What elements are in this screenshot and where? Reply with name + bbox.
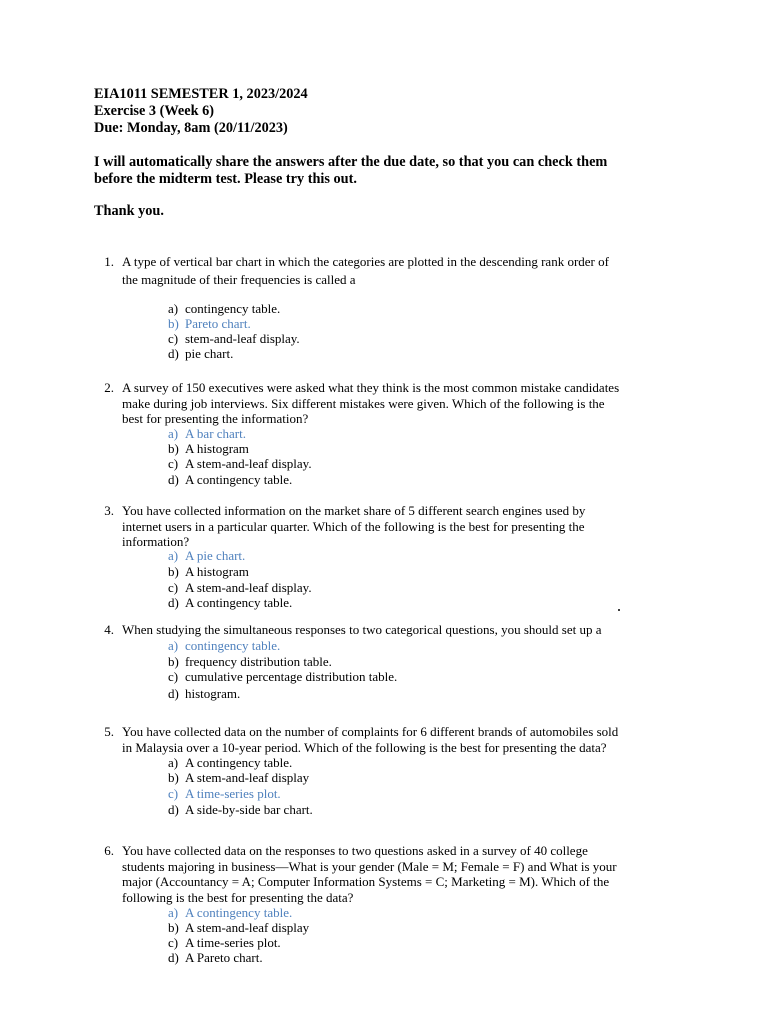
q3-option-c[interactable]	[168, 580, 312, 595]
option-letter: b)	[168, 770, 179, 785]
question-number: 6.	[104, 843, 114, 858]
question-text: A type of vertical bar chart in which the categories are plotted in the descending rank order of the magnitude of their frequencies is called a	[122, 254, 609, 287]
option-text: A pie chart.	[185, 548, 246, 563]
option-text: contingency table.	[185, 638, 281, 653]
notice-line-1: I will automatically share the answers after the due date, so that you can check them	[94, 154, 608, 170]
question-number: 4.	[104, 622, 114, 637]
notice-line-2: before the midterm test. Please try this out.	[94, 171, 357, 187]
q3-option-b[interactable]	[168, 564, 249, 579]
option-letter: b)	[168, 654, 179, 669]
option-letter: d)	[168, 686, 179, 701]
q3-option-d[interactable]	[168, 595, 292, 610]
stray-dot	[618, 609, 620, 611]
q4-option-c[interactable]	[168, 669, 397, 684]
question-text: When studying the simultaneous responses to two categorical questions, you should set up a	[122, 622, 602, 637]
q1-option-d[interactable]	[168, 346, 233, 361]
option-text: A Pareto chart.	[185, 950, 263, 965]
q5-option-c-correct[interactable]	[168, 786, 281, 801]
option-text: cumulative percentage distribution table.	[185, 669, 398, 684]
option-text: A contingency table.	[185, 755, 293, 770]
q4-option-b[interactable]	[168, 654, 332, 669]
q5-option-b[interactable]	[168, 770, 309, 785]
q2-option-a-correct[interactable]	[168, 426, 246, 441]
option-letter: c)	[168, 580, 179, 595]
q6-option-a-correct[interactable]	[168, 905, 292, 920]
option-letter: d)	[168, 802, 179, 817]
option-letter: a)	[168, 905, 179, 920]
course-title: EIA1011 SEMESTER 1, 2023/2024	[94, 86, 308, 102]
option-text: A time-series plot.	[185, 786, 281, 801]
question-number: 3.	[104, 503, 114, 518]
option-letter: b)	[168, 920, 179, 935]
exercise-title: Exercise 3 (Week 6)	[94, 103, 215, 119]
option-text: A stem-and-leaf display	[185, 770, 310, 785]
q2-option-b[interactable]	[168, 441, 249, 456]
q5-option-d[interactable]	[168, 802, 313, 817]
option-text: A contingency table.	[185, 905, 293, 920]
q3-option-a-correct[interactable]	[168, 548, 245, 563]
question-number: 1.	[104, 254, 114, 269]
option-text: A histogram	[185, 564, 249, 579]
option-text: histogram.	[185, 686, 241, 701]
q4-option-d[interactable]	[168, 686, 240, 701]
option-text: A bar chart.	[185, 426, 247, 441]
due-date: Due: Monday, 8am (20/11/2023)	[94, 120, 288, 136]
question-number: 2.	[104, 380, 114, 395]
q1-option-b-correct[interactable]	[168, 316, 251, 331]
question-text: You have collected data on the number of complaints for 6 different brands of automobiles sold in Malaysia over a 10-year period. Which of the following is the best for presenting the data?	[122, 724, 619, 755]
option-letter: b)	[168, 441, 179, 456]
option-letter: c)	[168, 456, 179, 471]
q6-option-c[interactable]	[168, 935, 281, 950]
q5-option-a[interactable]	[168, 755, 292, 770]
option-letter: b)	[168, 564, 179, 579]
option-letter: a)	[168, 755, 179, 770]
option-text: A contingency table.	[185, 595, 293, 610]
q6-option-d[interactable]	[168, 950, 263, 965]
question-number: 5.	[104, 724, 114, 739]
q6-option-b[interactable]	[168, 920, 309, 935]
q4-option-a-correct[interactable]	[168, 638, 280, 653]
option-letter: a)	[168, 638, 179, 653]
question-text: A survey of 150 executives were asked what they think is the most common mistake candidates make during job interviews. Six different mistakes were given. Which of the following is the best for presenting the information?	[122, 380, 620, 426]
option-letter: c)	[168, 935, 179, 950]
option-text: A time-series plot.	[185, 935, 281, 950]
option-text: A stem-and-leaf display.	[185, 580, 312, 595]
option-text: Pareto chart.	[185, 316, 251, 331]
question-text: You have collected information on the market share of 5 different search engines used by internet users in a particular quarter. Which of the following is the best for presenting the information?	[122, 503, 586, 549]
q1-option-c[interactable]	[168, 331, 300, 346]
option-letter: a)	[168, 301, 179, 316]
option-letter: d)	[168, 472, 179, 487]
option-text: stem-and-leaf display.	[185, 331, 300, 346]
option-text: contingency table.	[185, 301, 281, 316]
option-letter: a)	[168, 548, 179, 563]
thank-you-note: Thank you.	[94, 203, 164, 219]
option-text: frequency distribution table.	[185, 654, 332, 669]
option-letter: a)	[168, 426, 179, 441]
q1-option-a[interactable]	[168, 301, 280, 316]
option-text: A stem-and-leaf display.	[185, 456, 312, 471]
option-letter: d)	[168, 346, 179, 361]
option-letter: c)	[168, 669, 179, 684]
option-letter: d)	[168, 595, 179, 610]
option-text: pie chart.	[185, 346, 234, 361]
q2-option-d[interactable]	[168, 472, 292, 487]
option-text: A histogram	[185, 441, 249, 456]
q2-option-c[interactable]	[168, 456, 312, 471]
option-text: A contingency table.	[185, 472, 293, 487]
option-letter: d)	[168, 950, 179, 965]
question-text: You have collected data on the responses to two questions asked in a survey of 40 college students majoring in business—What is your gender (Male = M; Female = F) and What is your major (Accountancy = A; Computer Information Systems = C; Marketing = M). Which of the following is the best for presenting the data?	[122, 843, 617, 905]
option-letter: b)	[168, 316, 179, 331]
option-text: A side-by-side bar chart.	[185, 802, 313, 817]
option-letter: c)	[168, 331, 179, 346]
option-text: A stem-and-leaf display	[185, 920, 310, 935]
option-letter: c)	[168, 786, 179, 801]
